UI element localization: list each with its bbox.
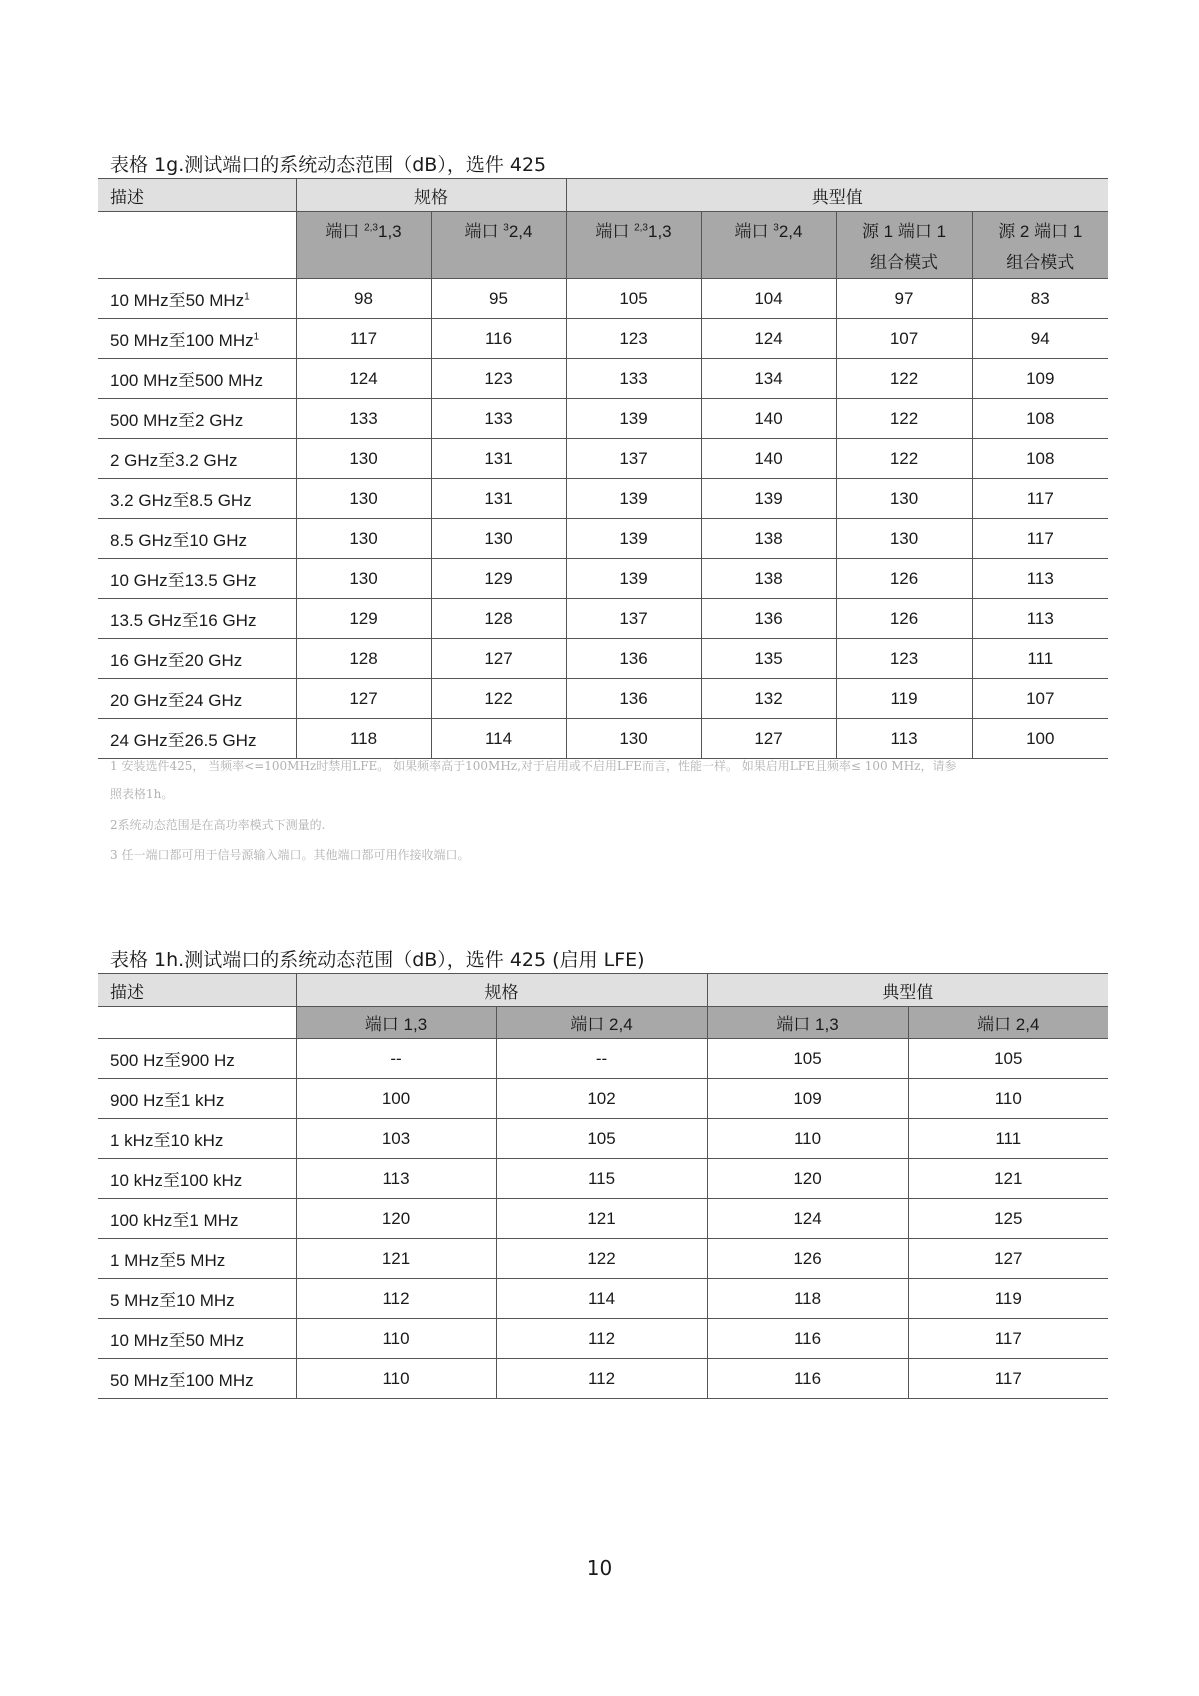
table-cell: 128: [431, 599, 566, 639]
table-cell: 125: [908, 1199, 1108, 1239]
table-cell: 130: [296, 479, 431, 519]
table-cell: 118: [707, 1279, 908, 1319]
table-cell: 103: [296, 1119, 496, 1159]
table-cell: 132: [701, 679, 836, 719]
table-cell: 123: [431, 359, 566, 399]
table-h-subheader: 端口 1,3: [296, 1007, 496, 1039]
table-cell: 108: [972, 439, 1108, 479]
table-row: [98, 1279, 1108, 1319]
table-cell: 105: [566, 279, 701, 319]
table-cell: 130: [566, 719, 701, 759]
table-cell: 124: [296, 359, 431, 399]
table-cell: 121: [496, 1199, 707, 1239]
table-cell: 111: [908, 1119, 1108, 1159]
subheader-text: 2,4: [508, 222, 533, 241]
table-cell: 136: [566, 639, 701, 679]
row-label: [98, 279, 296, 319]
subheader-sup: 2,3: [364, 222, 378, 234]
table-cell: 134: [701, 359, 836, 399]
table-row: [98, 1039, 1108, 1079]
table-g-header-desc: 描述: [98, 179, 296, 212]
table-cell: 114: [431, 719, 566, 759]
row-label: [98, 439, 296, 479]
footnote: 3 任一端口都可用于信号源输入端口。其他端口都可用作接收端口。: [110, 848, 470, 862]
table-cell: 129: [296, 599, 431, 639]
row-label-text: 16 GHz至20 GHz: [110, 651, 243, 670]
table-cell: 121: [296, 1239, 496, 1279]
table-cell: 139: [566, 559, 701, 599]
table-g-header-spec: 规格: [296, 179, 566, 212]
table-cell: 121: [908, 1159, 1108, 1199]
row-label: [98, 599, 296, 639]
table-row: [98, 279, 1108, 319]
row-label: 5 MHz至10 MHz: [98, 1279, 296, 1319]
table-cell: 116: [431, 319, 566, 359]
table-cell: 116: [707, 1359, 908, 1399]
row-label: 1 kHz至10 kHz: [98, 1119, 296, 1159]
table-cell: 100: [296, 1079, 496, 1119]
table-g-subheader: [701, 212, 836, 279]
table-cell: 117: [972, 519, 1108, 559]
table-cell: 139: [701, 479, 836, 519]
table-cell: 107: [972, 679, 1108, 719]
table-row: [98, 519, 1108, 559]
row-label-text: 500 MHz至2 GHz: [110, 411, 244, 430]
footnote: 1 安装选件425， 当频率<=100MHz时禁用LFE。 如果频率高于100MHz,对于启用或不启用LFE而言，性能一样。 如果启用LFE且频率≤ 100 MHz，请参: [110, 759, 957, 773]
table-cell: 83: [972, 279, 1108, 319]
table-row: [98, 1119, 1108, 1159]
table-cell: 130: [296, 439, 431, 479]
table-cell: 112: [496, 1319, 707, 1359]
table-cell: 110: [908, 1079, 1108, 1119]
table-cell: 118: [296, 719, 431, 759]
table-row: [98, 1159, 1108, 1199]
table-cell: 98: [296, 279, 431, 319]
table-cell: 109: [707, 1079, 908, 1119]
table-cell: 110: [296, 1359, 496, 1399]
table-cell: 126: [836, 559, 972, 599]
page-number: 10: [586, 1556, 613, 1580]
table-cell: 122: [431, 679, 566, 719]
table-cell: 126: [707, 1239, 908, 1279]
row-label: [98, 519, 296, 559]
table-cell: 115: [496, 1159, 707, 1199]
table-cell: 140: [701, 399, 836, 439]
table-row: [98, 439, 1108, 479]
subheader-text: 1,3: [648, 222, 672, 241]
table-g-header-typical: 典型值: [566, 179, 1108, 212]
table-cell: 94: [972, 319, 1108, 359]
row-label: [98, 319, 296, 359]
subheader-text: 端口: [595, 222, 635, 241]
row-label: [98, 479, 296, 519]
table-row: [98, 599, 1108, 639]
table-cell: 122: [496, 1239, 707, 1279]
table-g: [98, 178, 1108, 759]
subheader-line: 源 1 端口 1: [861, 222, 947, 241]
table-cell: 100: [972, 719, 1108, 759]
table-cell: 127: [908, 1239, 1108, 1279]
table-row: [98, 1079, 1108, 1119]
table-cell: 130: [431, 519, 566, 559]
table-cell: 112: [296, 1279, 496, 1319]
table-cell: 124: [701, 319, 836, 359]
subheader-text: 端口: [325, 222, 365, 241]
table-cell: 117: [908, 1319, 1108, 1359]
subheader-sup: 3: [503, 222, 509, 234]
table-cell: 108: [972, 399, 1108, 439]
row-label-text: 10 MHz至50 MHz: [110, 291, 245, 310]
table-cell: 139: [566, 399, 701, 439]
row-label: 1 MHz至5 MHz: [98, 1239, 296, 1279]
table-h-header-typical: 典型值: [707, 974, 1108, 1007]
table-cell: 95: [431, 279, 566, 319]
table-cell: 131: [431, 439, 566, 479]
table-cell: 113: [836, 719, 972, 759]
table-cell: 113: [972, 599, 1108, 639]
table-row: [98, 319, 1108, 359]
table-cell: 122: [836, 439, 972, 479]
subheader-text: 1,3: [378, 222, 402, 241]
row-label-text: 50 MHz至100 MHz: [110, 331, 254, 350]
table-cell: 109: [972, 359, 1108, 399]
table-cell: 105: [908, 1039, 1108, 1079]
subheader-line: 组合模式: [1006, 253, 1075, 272]
table-cell: 130: [296, 559, 431, 599]
subheader-line: 组合模式: [870, 253, 938, 272]
table-row: [98, 479, 1108, 519]
table-cell: 112: [496, 1359, 707, 1399]
row-label-text: 3.2 GHz至8.5 GHz: [110, 491, 252, 510]
table-cell: 117: [908, 1359, 1108, 1399]
table-cell: 117: [296, 319, 431, 359]
table-cell: 105: [496, 1119, 707, 1159]
row-label: 500 Hz至900 Hz: [98, 1039, 296, 1079]
footnote: 照表格1h。: [110, 787, 174, 801]
table-cell: 110: [707, 1119, 908, 1159]
table-row: [98, 1199, 1108, 1239]
table-cell: 102: [496, 1079, 707, 1119]
row-label: [98, 719, 296, 759]
subheader-sup: 3: [773, 222, 779, 234]
table-row: [98, 719, 1108, 759]
table-cell: 137: [566, 439, 701, 479]
table-cell: 124: [707, 1199, 908, 1239]
table-cell: 127: [701, 719, 836, 759]
table-row: [98, 559, 1108, 599]
row-label: [98, 359, 296, 399]
table-cell: 119: [836, 679, 972, 719]
table-h-subheader-blank: [98, 1007, 296, 1039]
subheader-line: 源 2 端口 1: [998, 222, 1083, 241]
table-h: [98, 973, 1108, 1399]
row-label-sup: 1: [244, 291, 250, 303]
table-h-header-spec: 规格: [296, 974, 707, 1007]
table-cell: 123: [566, 319, 701, 359]
table-cell: 139: [566, 519, 701, 559]
table-cell: 131: [431, 479, 566, 519]
table-cell: 136: [566, 679, 701, 719]
table-g-caption: 表格 1g.测试端口的系统动态范围（dB），选件 425: [110, 154, 547, 176]
table-row: [98, 1359, 1108, 1399]
table-row: [98, 359, 1108, 399]
row-label-text: 13.5 GHz至16 GHz: [110, 611, 257, 630]
table-cell: 114: [496, 1279, 707, 1319]
row-label: [98, 399, 296, 439]
row-label-text: 20 GHz至24 GHz: [110, 691, 243, 710]
table-cell: 113: [296, 1159, 496, 1199]
row-label-text: 24 GHz至26.5 GHz: [110, 731, 257, 750]
table-h-subheader: 端口 1,3: [707, 1007, 908, 1039]
table-cell: 104: [701, 279, 836, 319]
row-label: 10 kHz至100 kHz: [98, 1159, 296, 1199]
table-cell: --: [496, 1039, 707, 1079]
table-cell: 129: [431, 559, 566, 599]
table-cell: 135: [701, 639, 836, 679]
table-row: [98, 399, 1108, 439]
table-row: [98, 1239, 1108, 1279]
table-cell: 139: [566, 479, 701, 519]
table-cell: 110: [296, 1319, 496, 1359]
table-cell: 127: [431, 639, 566, 679]
subheader-text: 端口: [734, 222, 774, 241]
subheader-text: 端口: [464, 222, 504, 241]
row-label: 900 Hz至1 kHz: [98, 1079, 296, 1119]
table-cell: 116: [707, 1319, 908, 1359]
table-cell: 133: [431, 399, 566, 439]
subheader-sup: 2,3: [634, 222, 648, 234]
table-h-subheader: 端口 2,4: [908, 1007, 1108, 1039]
row-label: 50 MHz至100 MHz: [98, 1359, 296, 1399]
table-cell: 122: [836, 399, 972, 439]
table-cell: 136: [701, 599, 836, 639]
table-cell: 133: [566, 359, 701, 399]
table-cell: 117: [972, 479, 1108, 519]
table-g-subheader: [296, 212, 431, 279]
table-cell: 119: [908, 1279, 1108, 1319]
row-label-text: 2 GHz至3.2 GHz: [110, 451, 238, 470]
table-cell: 111: [972, 639, 1108, 679]
table-cell: 140: [701, 439, 836, 479]
table-g-subheader: [566, 212, 701, 279]
row-label-text: 8.5 GHz至10 GHz: [110, 531, 247, 550]
table-cell: 126: [836, 599, 972, 639]
table-row: [98, 639, 1108, 679]
table-cell: 120: [296, 1199, 496, 1239]
table-cell: 97: [836, 279, 972, 319]
row-label-text: 10 GHz至13.5 GHz: [110, 571, 257, 590]
table-cell: 113: [972, 559, 1108, 599]
table-cell: 105: [707, 1039, 908, 1079]
table-h-caption: 表格 1h.测试端口的系统动态范围（dB），选件 425 (启用 LFE): [110, 949, 645, 971]
row-label: 10 MHz至50 MHz: [98, 1319, 296, 1359]
table-cell: 127: [296, 679, 431, 719]
row-label: 100 kHz至1 MHz: [98, 1199, 296, 1239]
row-label: [98, 639, 296, 679]
table-cell: 138: [701, 559, 836, 599]
row-label-text: 100 MHz至500 MHz: [110, 371, 264, 390]
table-cell: 128: [296, 639, 431, 679]
table-cell: 120: [707, 1159, 908, 1199]
table-cell: 130: [836, 519, 972, 559]
table-cell: --: [296, 1039, 496, 1079]
table-cell: 137: [566, 599, 701, 639]
table-cell: 123: [836, 639, 972, 679]
table-g-subheader: [972, 212, 1108, 279]
table-cell: 138: [701, 519, 836, 559]
row-label-sup: 1: [253, 331, 260, 343]
table-cell: 130: [836, 479, 972, 519]
footnote: 2系统动态范围是在高功率模式下测量的.: [110, 818, 326, 832]
table-cell: 107: [836, 319, 972, 359]
table-g-subheader: [836, 212, 972, 279]
table-g-subheader: [431, 212, 566, 279]
table-h-header-desc: 描述: [98, 974, 296, 1007]
table-row: [98, 1319, 1108, 1359]
table-cell: 122: [836, 359, 972, 399]
table-h-subheader: 端口 2,4: [496, 1007, 707, 1039]
table-cell: 130: [296, 519, 431, 559]
table-g-subheader-blank: [98, 212, 296, 279]
table-cell: 133: [296, 399, 431, 439]
row-label: [98, 679, 296, 719]
subheader-text: 2,4: [778, 222, 803, 241]
row-label: [98, 559, 296, 599]
table-row: [98, 679, 1108, 719]
